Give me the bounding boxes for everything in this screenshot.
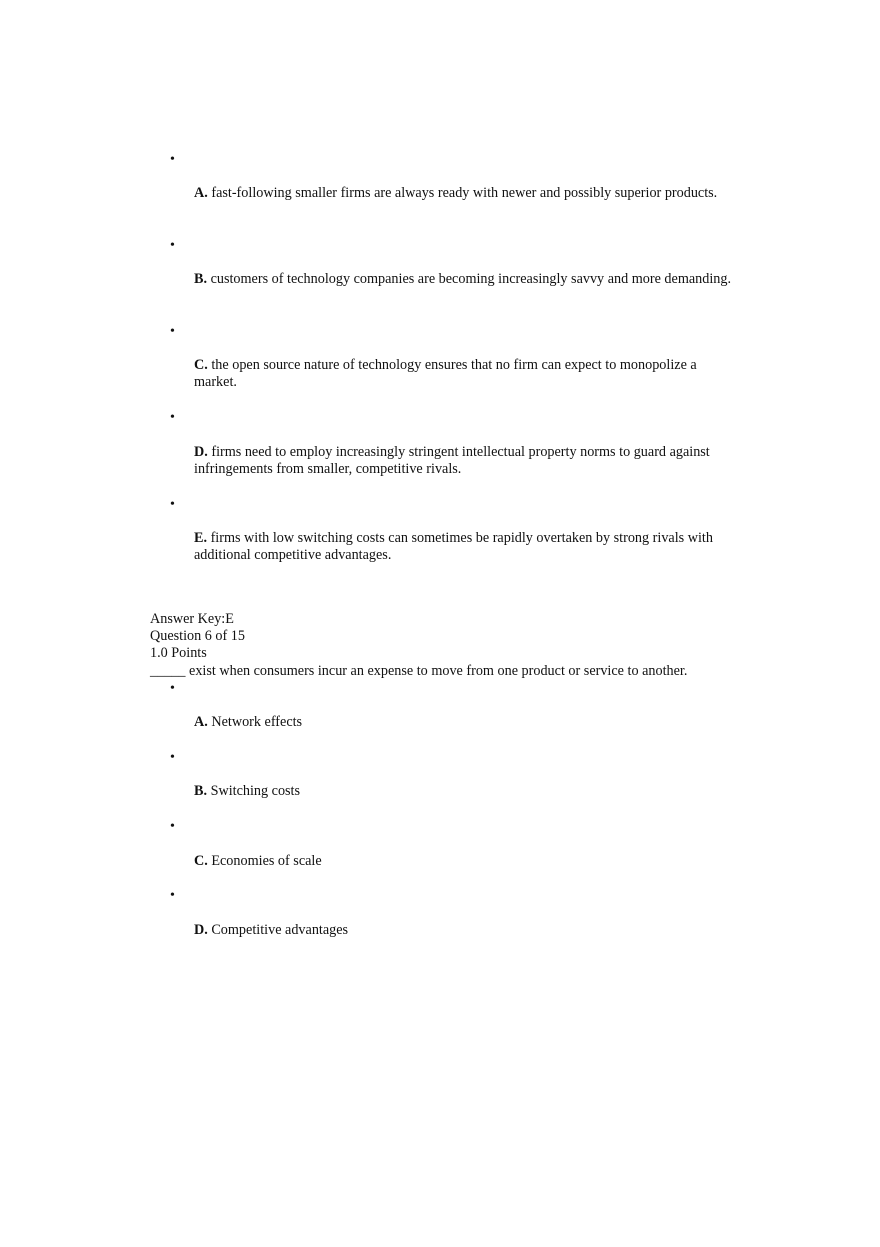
option-text: Network effects [211, 714, 303, 730]
option-letter: E. [194, 530, 208, 546]
bullet-marker: • [170, 681, 175, 696]
bullet-marker: • [170, 888, 175, 903]
option-letter: B. [194, 271, 208, 287]
question-prompt: _____ exist when consumers incur an expense to move from one product or service to another. [150, 663, 688, 679]
bullet-marker: • [170, 497, 175, 512]
bullet-marker: • [170, 750, 175, 765]
question-number: Question 6 of 15 [150, 628, 245, 644]
option-text: the open source nature of technology ensures that no firm can expect to monopolize a market. [194, 357, 697, 390]
option-d [194, 922, 734, 939]
option-letter: A. [194, 714, 208, 730]
bullet-marker: • [170, 152, 175, 167]
prev-option-b [194, 271, 734, 288]
option-letter: D. [194, 922, 208, 938]
option-text: fast-following smaller firms are always ready with newer and possibly superior products. [211, 185, 718, 201]
question-points: 1.0 Points [150, 645, 207, 661]
option-letter: D. [194, 444, 208, 460]
bullet-marker: • [170, 819, 175, 834]
bullet-marker: • [170, 324, 175, 339]
option-text: Economies of scale [211, 853, 322, 869]
option-text: Switching costs [210, 783, 301, 799]
option-letter: A. [194, 185, 208, 201]
prev-option-c [194, 357, 734, 391]
option-letter: B. [194, 783, 208, 799]
option-b [194, 783, 734, 800]
prev-option-d [194, 444, 734, 478]
prev-option-e [194, 530, 734, 564]
option-text: customers of technology companies are becoming increasingly savvy and more demanding. [210, 271, 732, 287]
answer-key: Answer Key:E [150, 611, 234, 627]
option-text: firms need to employ increasingly stringent intellectual property norms to guard against infringements from smaller, competitive rivals. [194, 444, 710, 477]
option-c [194, 853, 734, 870]
option-text: Competitive advantages [211, 922, 349, 938]
bullet-marker: • [170, 238, 175, 253]
prev-option-a [194, 185, 734, 202]
bullet-marker: • [170, 410, 175, 425]
option-a [194, 714, 734, 731]
option-letter: C. [194, 357, 208, 373]
option-text: firms with low switching costs can sometimes be rapidly overtaken by strong rivals with additional competitive advantages. [194, 530, 713, 563]
option-letter: C. [194, 853, 208, 869]
